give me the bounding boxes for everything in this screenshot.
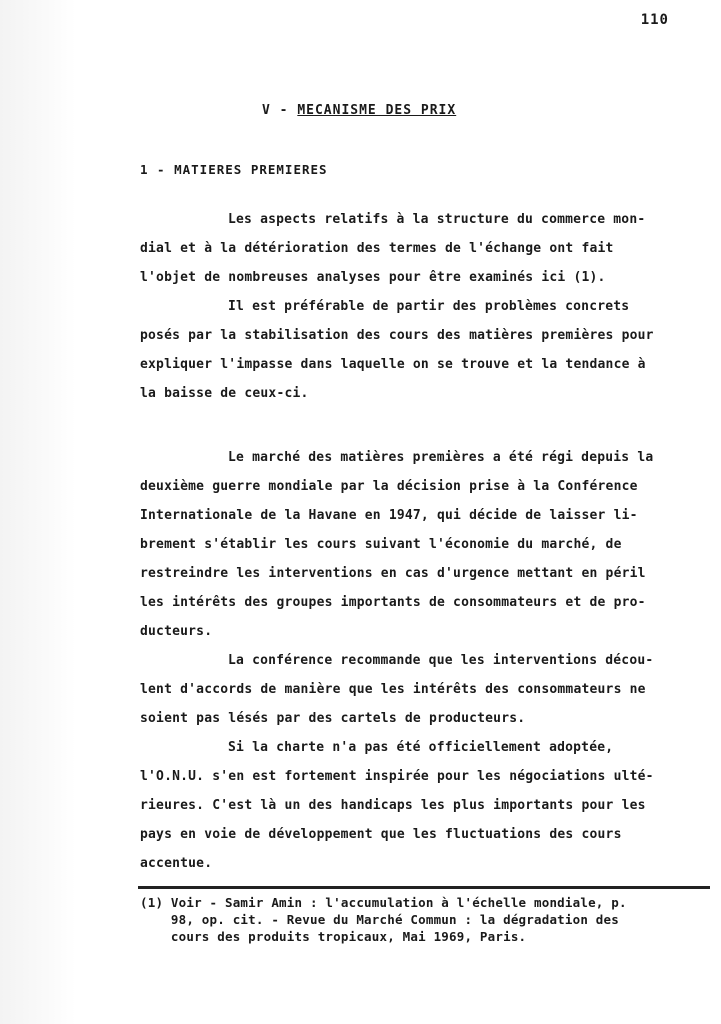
chapter-numeral: V -: [262, 103, 289, 118]
body-line: rieures. C'est là un des handicaps les plus importants pour les: [140, 798, 646, 813]
footnote-divider: [138, 886, 710, 889]
body-line: Les aspects relatifs à la structure du commerce mon-: [228, 212, 646, 227]
body-line: l'O.N.U. s'en est fortement inspirée pour les négociations ulté-: [140, 769, 654, 784]
scan-margin-shade: [0, 0, 76, 1024]
footnote-line: 98, op. cit. - Revue du Marché Commun : la dégradation des: [140, 912, 619, 927]
body-line: ducteurs.: [140, 624, 213, 639]
body-line: posés par la stabilisation des cours des matières premières pour: [140, 328, 654, 343]
body-line: Le marché des matières premières a été régi depuis la: [228, 450, 654, 465]
body-line: pays en voie de développement que les fluctuations des cours: [140, 827, 622, 842]
body-line: Internationale de la Havane en 1947, qui décide de laisser li-: [140, 508, 638, 523]
body-line: brement s'établir les cours suivant l'économie du marché, de: [140, 537, 622, 552]
body-line: Il est préférable de partir des problèmes concrets: [228, 299, 630, 314]
body-line: Si la charte n'a pas été officiellement adoptée,: [228, 740, 614, 755]
body-line: expliquer l'impasse dans laquelle on se trouve et la tendance à: [140, 357, 646, 372]
footnote-line: (1) Voir - Samir Amin : l'accumulation à l'échelle mondiale, p.: [140, 895, 627, 910]
chapter-heading-text: MECANISME DES PRIX: [297, 103, 457, 118]
body-line: les intérêts des groupes importants de consommateurs et de pro-: [140, 595, 646, 610]
body-line: soient pas lésés par des cartels de producteurs.: [140, 711, 526, 726]
body-line: restreindre les interventions en cas d'urgence mettant en péril: [140, 566, 646, 581]
body-line: dial et à la détérioration des termes de l'échange ont fait: [140, 241, 614, 256]
body-line: lent d'accords de manière que les intérêts des consommateurs ne: [140, 682, 646, 697]
body-line: deuxième guerre mondiale par la décision prise à la Conférence: [140, 479, 638, 494]
body-line: l'objet de nombreuses analyses pour être examinés ici (1).: [140, 270, 606, 285]
section-title: 1 - MATIERES PREMIERES: [140, 162, 328, 177]
body-line: accentue.: [140, 856, 213, 871]
page-number: 110: [640, 12, 669, 28]
footnote-line: cours des produits tropicaux, Mai 1969, Paris.: [140, 929, 527, 944]
chapter-title: [262, 103, 456, 118]
body-line: la baisse de ceux-ci.: [140, 386, 309, 401]
body-line: La conférence recommande que les interventions décou-: [228, 653, 654, 668]
